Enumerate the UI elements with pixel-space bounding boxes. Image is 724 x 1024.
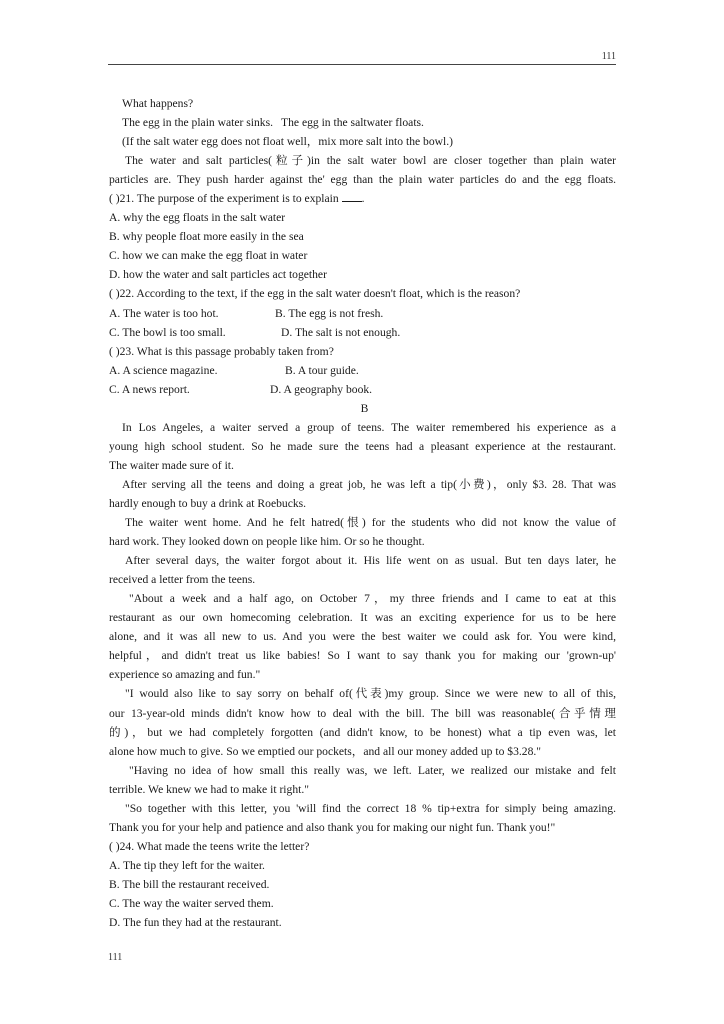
question-21-stem: ( )21. The purpose of the experiment is to explain .	[109, 192, 365, 206]
passage-b-p6-line-3: 的)，but we had completely forgotten (and didn't know, to be honest) what a tip even was, let	[109, 725, 616, 739]
question-22-option-b: B. The egg is not fresh.	[275, 306, 384, 320]
result-plain: The egg in the plain water sinks.	[122, 116, 274, 130]
passage-b-p4-line-2: received a letter from the teens.	[109, 573, 256, 587]
question-23-option-c: C. A news report.	[109, 382, 190, 396]
section-b-label: B	[360, 401, 369, 415]
question-21-option-c: C. how we can make the egg float in water	[109, 249, 308, 263]
question-24-option-d: D. The fun they had at the restaurant.	[109, 916, 282, 930]
passage-b-p8-line-1: "So together with this letter, you 'will find the correct 18 % tip+extra for simply being amazing.	[125, 801, 616, 815]
result-salt: The egg in the saltwater floats.	[281, 116, 424, 130]
passage-b-p1-line-1: In Los Angeles, a waiter served a group of teens. The waiter remembered his experience as a	[122, 420, 616, 434]
question-22-stem: ( )22. According to the text, if the egg in the salt water doesn't float, which is the reason?	[109, 287, 521, 301]
question-24-option-b: B. The bill the restaurant received.	[109, 877, 270, 891]
question-24-stem: ( )24. What made the teens write the letter?	[109, 839, 310, 853]
passage-b-p4-line-1: After several days, the waiter forgot about it. His life went on as usual. But ten days later, he	[125, 554, 616, 568]
question-22-option-d: D. The salt is not enough.	[281, 325, 401, 339]
question-23-stem: ( )23. What is this passage probably taken from?	[109, 344, 334, 358]
question-22-option-a: A. The water is too hot.	[109, 306, 219, 320]
question-24-option-a: A. The tip they left for the waiter.	[109, 858, 265, 872]
passage-b-p6-line-2: our 13-year-old minds didn't know how to deal with the bill. The bill was reasonable(合乎情理	[109, 706, 616, 720]
question-23-option-b: B. A tour guide.	[285, 363, 359, 377]
passage-b-p5-line-5: experience so amazing and fun."	[109, 668, 261, 682]
document-body	[109, 94, 616, 932]
question-21-option-a: A. why the egg floats in the salt water	[109, 211, 286, 225]
explanation-line-2: particles are. They push harder against the' egg than the plain water particles do and the egg floats.	[109, 173, 616, 187]
passage-b-p3-line-2: hard work. They looked down on people like him. Or so he thought.	[109, 535, 425, 549]
answer-blank	[342, 200, 362, 202]
passage-b-p1-line-3: The waiter made sure of it.	[109, 458, 234, 472]
passage-b-p5-line-3: alone, and it was all new to us. And you were the best waiter we could ask for. You were kind,	[109, 630, 616, 644]
passage-b-p8-line-2: Thank you for your help and patience and also thank you for making our night fun. Thank you!"	[109, 820, 556, 834]
passage-b-p6-line-1: "I would also like to say sorry on behalf of(代表)my group. Since we were new to all of this,	[125, 687, 616, 701]
passage-b-p1-line-2: young high school student. So he made sure the teens had a pleasant experience at the restaurant.	[109, 439, 616, 453]
passage-b-p5-line-1: "About a week and a half ago, on October 7，my three friends and I came to eat at this	[129, 592, 616, 606]
question-23-option-d: D. A geography book.	[270, 382, 373, 396]
question-23-option-a: A. A science magazine.	[109, 363, 218, 377]
question-23-options-cd	[109, 380, 616, 399]
question-24-option-c: C. The way the waiter served them.	[109, 896, 274, 910]
question-23-options-ab	[109, 361, 616, 380]
passage-b-p2-line-1: After serving all the teens and doing a great job, he was left a tip(小费)，only $3. 28. That was	[122, 477, 616, 491]
footer-page-number: 111	[108, 952, 123, 963]
question-22-option-c: C. The bowl is too small.	[109, 325, 226, 339]
result-line	[109, 113, 616, 132]
passage-b-p3-line-1: The waiter went home. And he felt hatred(恨) for the students who did not know the value of	[125, 516, 616, 530]
question-22-options-ab	[109, 304, 616, 323]
explanation-line-1: The water and salt particles(粒子)in the salt water bowl are closer together than plain water	[125, 154, 616, 168]
question-22-options-cd	[109, 323, 616, 342]
passage-b-p5-line-2: restaurant as our own homecoming celebration. It was an exciting experience for us to be here	[109, 611, 616, 625]
question-21-option-d: D. how the water and salt particles act together	[109, 268, 327, 282]
header-page-number: 111	[601, 51, 616, 62]
header-rule	[108, 64, 616, 65]
what-happens-heading: What happens?	[122, 97, 194, 110]
passage-b-p7-line-2: terrible. We knew we had to make it right."	[109, 782, 309, 796]
passage-b-p7-line-1: "Having no idea of how small this really was, we left. Later, we realized our mistake and felt	[129, 763, 616, 777]
tip-note: (If the salt water egg does not float well，mix more salt into the bowl.)	[122, 135, 453, 149]
question-21-option-b: B. why people float more easily in the sea	[109, 230, 304, 244]
passage-b-p2-line-2: hardly enough to buy a drink at Roebucks.	[109, 496, 307, 510]
passage-b-p6-line-4: alone how much to give. So we emptied our pockets，and all our money added up to $3.28."	[109, 744, 542, 758]
passage-b-p5-line-4: helpful，and didn't treat us like babies! So I want to say thank you for making our 'grown-up'	[109, 649, 616, 663]
